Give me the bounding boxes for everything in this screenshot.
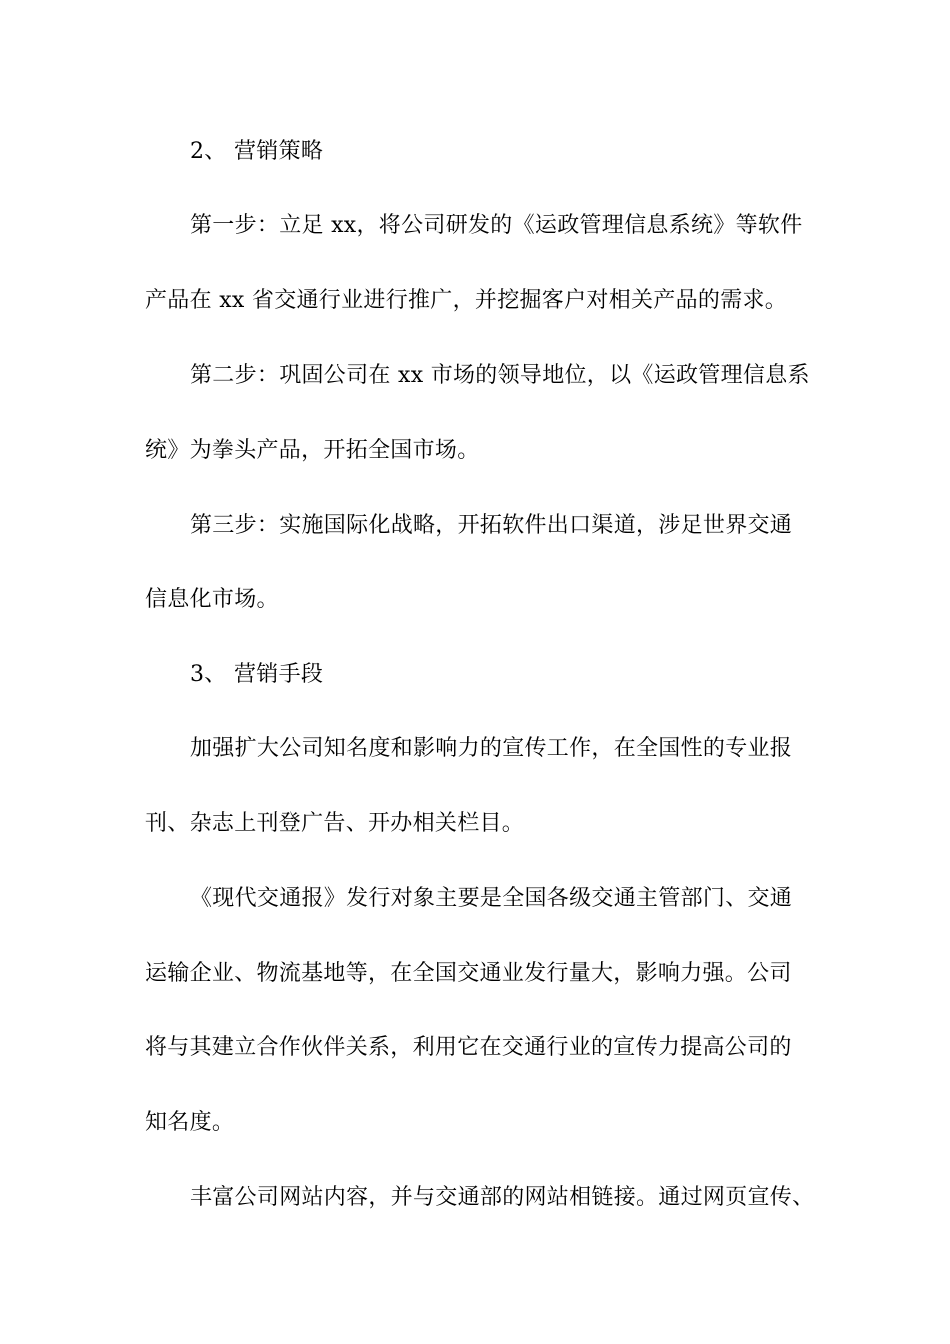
section-3-number: 3、 — [190, 662, 227, 687]
paragraph-line: 第一步：立足 xx，将公司研发的《运政管理信息系统》等软件 — [190, 213, 803, 238]
section-2-number: 2、 — [190, 139, 227, 164]
paragraph-line: 加强扩大公司知名度和影响力的宣传工作，在全国性的专业报 — [190, 736, 793, 761]
section-2-heading — [190, 137, 850, 167]
paragraph-line: 刊、杂志上刊登广告、开办相关栏目。 — [145, 811, 525, 836]
paragraph-line: 丰富公司网站内容，并与交通部的网站相链接。通过网页宣传、 — [190, 1185, 815, 1210]
section-3-title: 营销手段 — [234, 662, 324, 687]
section-3-heading — [190, 660, 850, 690]
paragraph-line: 统》为拳头产品，开拓全国市场。 — [145, 438, 480, 463]
paragraph-line: 《现代交通报》发行对象主要是全国各级交通主管部门、交通 — [190, 886, 793, 911]
paragraph-line: 第二步：巩固公司在 xx 市场的领导地位，以《运政管理信息系 — [190, 363, 810, 388]
section-2-title: 营销策略 — [234, 139, 324, 164]
paragraph-line: 信息化市场。 — [145, 587, 279, 612]
paragraph-line: 运输企业、物流基地等，在全国交通业发行量大，影响力强。公司 — [145, 961, 792, 986]
paragraph-line: 知名度。 — [145, 1110, 235, 1135]
paragraph-line: 第三步：实施国际化战略，开拓软件出口渠道，涉足世界交通 — [190, 513, 793, 538]
paragraph-line: 产品在 xx 省交通行业进行推广，并挖掘客户对相关产品的需求。 — [145, 288, 788, 313]
paragraph-line: 将与其建立合作伙伴关系，利用它在交通行业的宣传力提高公司的 — [145, 1035, 792, 1060]
